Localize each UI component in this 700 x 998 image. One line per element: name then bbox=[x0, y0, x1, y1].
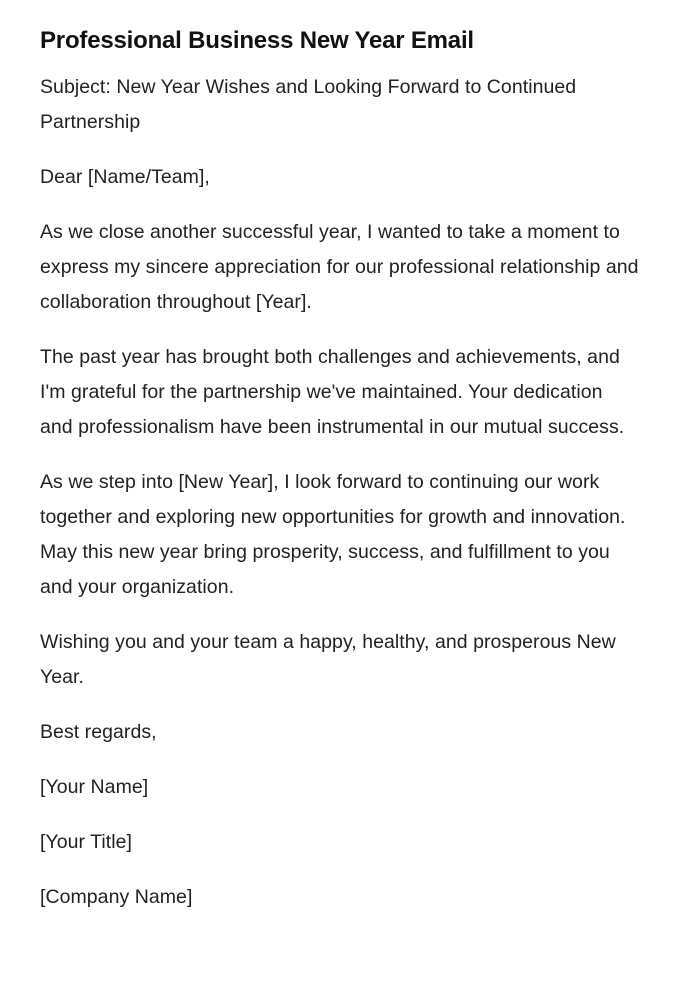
email-document bbox=[40, 24, 640, 935]
body-paragraph: As we step into [New Year], I look forward to continuing our work together and exploring new opportunities for growth and innovation. May this new year bring prosperity, success, and fulfillment to you and your organization. bbox=[40, 471, 626, 598]
email-greeting: Dear [Name/Team], bbox=[40, 166, 210, 188]
signature-title: [Your Title] bbox=[40, 831, 133, 853]
email-closing: Best regards, bbox=[40, 721, 157, 743]
body-paragraph: Wishing you and your team a happy, healthy, and prosperous New Year. bbox=[40, 631, 616, 688]
signature-name: [Your Name] bbox=[40, 776, 149, 798]
email-subject: Subject: New Year Wishes and Looking Forward to Continued Partnership bbox=[40, 76, 577, 133]
body-paragraph: As we close another successful year, I wanted to take a moment to express my sincere appreciation for our professional relationship and collaboration throughout [Year]. bbox=[40, 221, 639, 313]
page-title: Professional Business New Year Email bbox=[40, 27, 474, 54]
body-paragraph: The past year has brought both challenges and achievements, and I'm grateful for the partnership we've maintained. Your dedication and professionalism have been instrumental in our mutual success. bbox=[40, 346, 625, 438]
signature-company: [Company Name] bbox=[40, 886, 193, 908]
